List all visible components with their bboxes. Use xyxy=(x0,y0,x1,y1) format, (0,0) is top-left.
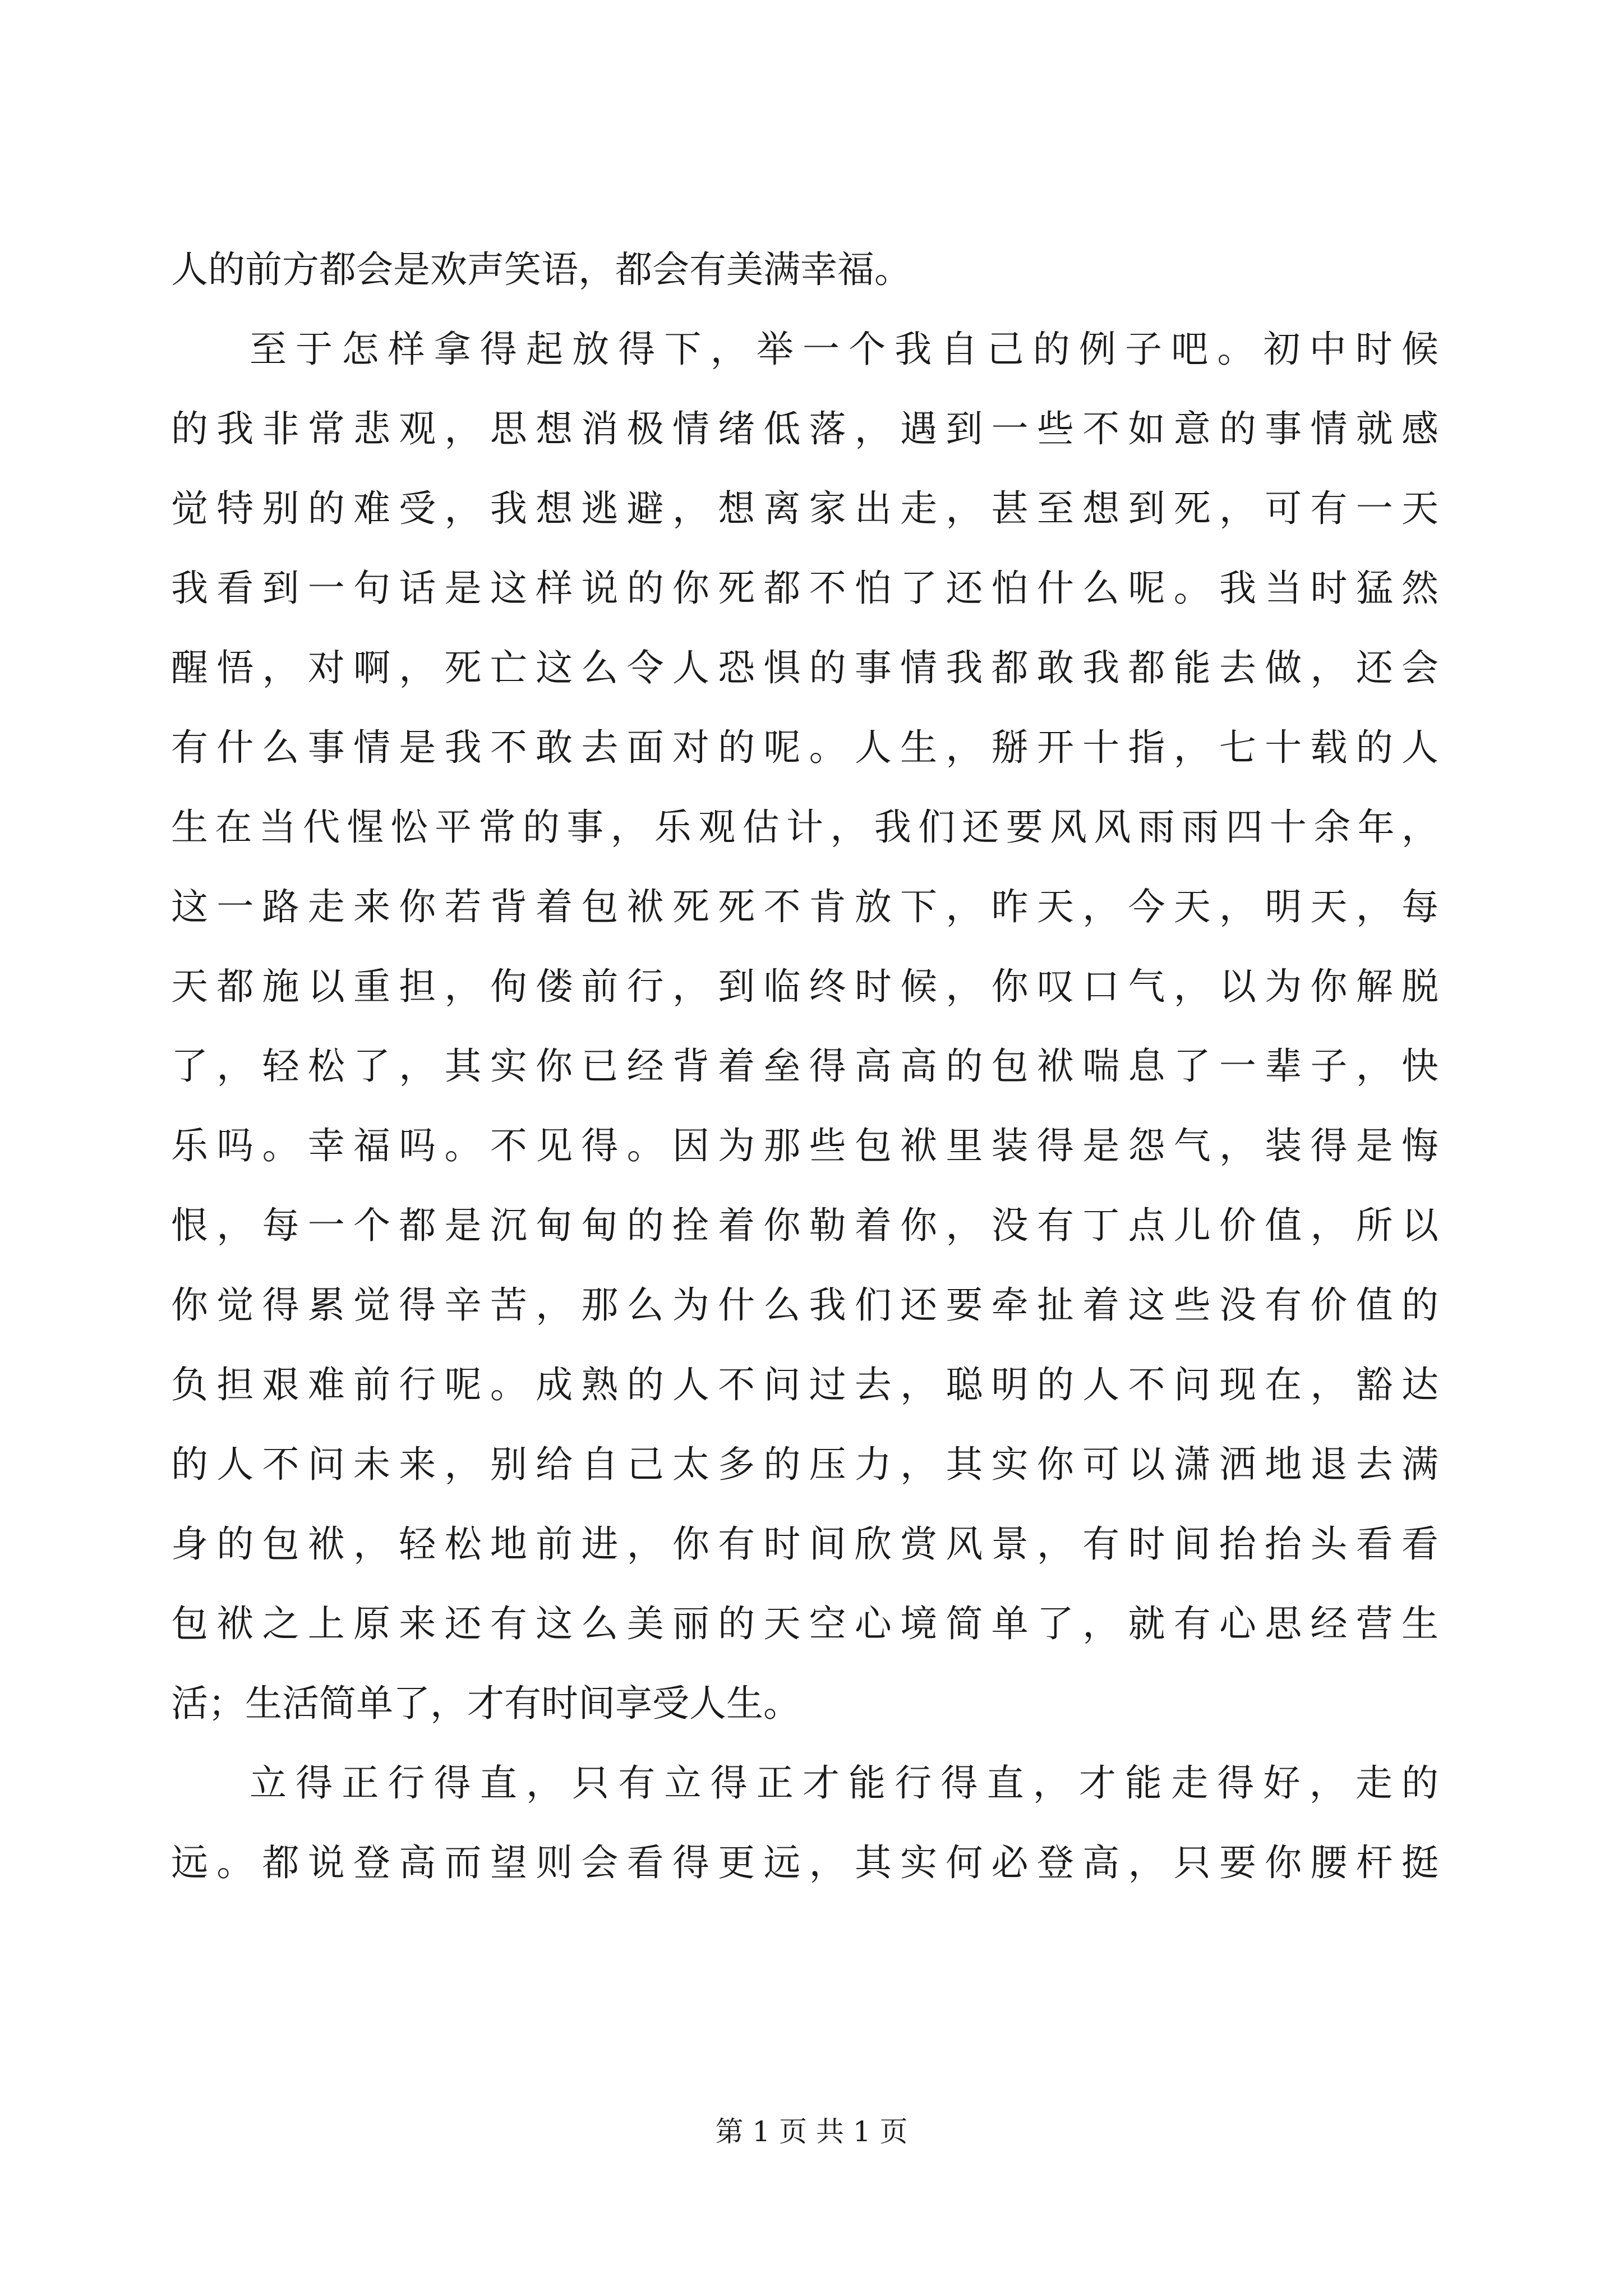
text-line: 这一路走来你若背着包袱死死不肯放下，昨天，今天，明天，每 xyxy=(171,885,1438,928)
text-line: 的我非常悲观，思想消极情绪低落，遇到一些不如意的事情就感 xyxy=(171,407,1438,450)
text-line: 的人不问未来，别给自己太多的压力，其实你可以潇洒地退去满 xyxy=(171,1443,1438,1486)
text-line: 有什么事情是我不敢去面对的呢。人生，掰开十指，七十载的人 xyxy=(171,726,1438,769)
text-line: 恨，每一个都是沉甸甸的拴着你勒着你，没有丁点儿价值，所以 xyxy=(171,1204,1438,1247)
text-line: 了，轻松了，其实你已经背着垒得高高的包袱喘息了一辈子，快 xyxy=(171,1045,1438,1088)
text-line: 活；生活简单了，才有时间享受人生。 xyxy=(171,1682,800,1725)
text-line: 身的包袱，轻松地前进，你有时间欣赏风景，有时间抬抬头看看 xyxy=(171,1522,1438,1566)
text-line: 包袱之上原来还有这么美丽的天空心境简单了，就有心思经营生 xyxy=(171,1602,1438,1645)
text-line: 人的前方都会是欢声笑语，都会有美满幸福。 xyxy=(171,248,911,291)
body-text xyxy=(171,230,1438,1903)
text-line: 生在当代惺忪平常的事，乐观估计，我们还要风风雨雨四十余年， xyxy=(171,806,1438,849)
text-line: 我看到一句话是这样说的你死都不怕了还怕什么呢。我当时猛然 xyxy=(171,567,1438,610)
text-line: 你觉得累觉得辛苦，那么为什么我们还要牵扯着这些没有价值的 xyxy=(171,1283,1438,1327)
text-line: 负担艰难前行呢。成熟的人不问过去，聪明的人不问现在，豁达 xyxy=(171,1363,1438,1406)
page-footer: 第 1 页 共 1 页 xyxy=(715,2115,908,2148)
text-line: 立得正行得直，只有立得正才能行得直，才能走得好，走的 xyxy=(250,1761,1438,1805)
text-line: 远。都说登高而望则会看得更远，其实何必登高，只要你腰杆挺 xyxy=(171,1841,1438,1884)
text-line: 醒悟，对啊，死亡这么令人恐惧的事情我都敢我都能去做，还会 xyxy=(171,646,1438,689)
text-line: 觉特别的难受，我想逃避，想离家出走，甚至想到死，可有一天 xyxy=(171,487,1438,530)
text-line: 乐吗。幸福吗。不见得。因为那些包袱里装得是怨气，装得是悔 xyxy=(171,1124,1438,1167)
text-line: 天都施以重担，佝偻前行，到临终时候，你叹口气，以为你解脱 xyxy=(171,965,1438,1008)
text-line: 至于怎样拿得起放得下，举一个我自己的例子吧。初中时候 xyxy=(250,328,1438,371)
